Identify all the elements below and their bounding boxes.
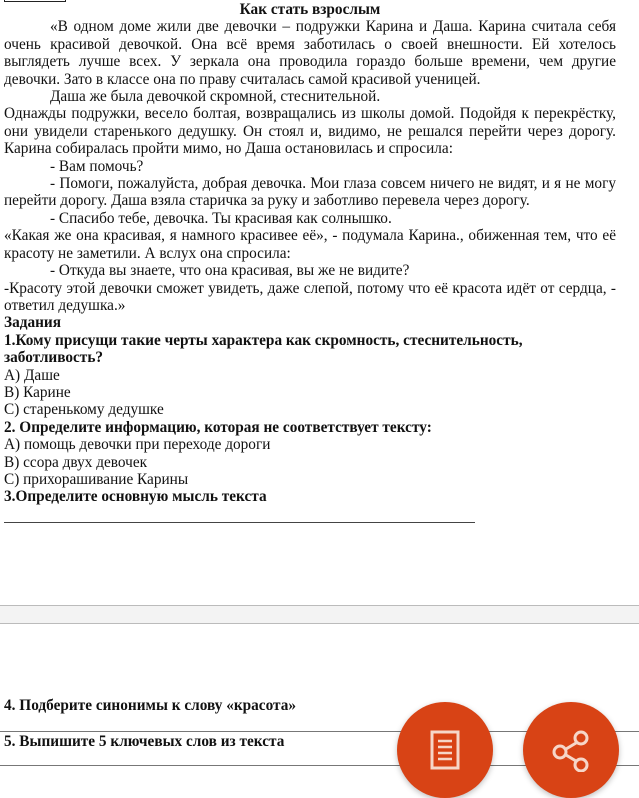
paragraph: - Откуда вы знаете, что она красивая, вы же не видите? <box>50 262 410 280</box>
question-3: 3.Определите основную мысль текста <box>4 488 267 506</box>
q2-option-a: А) помощь девочки при переходе дороги <box>4 436 271 454</box>
paragraph: -Красоту этой девочки сможет увидеть, даже слепой, потому что её красота идёт от сердца, - ответил дедушка.» <box>4 279 616 314</box>
paragraph: Даша же была девочкой скромной, стеснительной. <box>50 88 381 106</box>
tasks-heading: Задания <box>4 314 62 332</box>
paragraph: «Какая же она красивая, я намного красивее её», - подумала Карина., обиженная тем, что её красоту не заметили. А вслух она спросила: <box>4 227 616 262</box>
paragraph: - Спасибо тебе, девочка. Ты красивая как солнышко. <box>50 209 392 227</box>
q2-option-b: В) ссора двух девочек <box>4 453 148 471</box>
document-button[interactable] <box>397 702 493 798</box>
share-icon <box>549 728 593 772</box>
paragraph: «В одном доме жили две девочки – подружки Карина и Даша. Карина считала себя очень красивой девочкой. Она всё время заботилась о своей внешности. Ей хотелось выглядеть лучше всех. У зеркала она проводила гораздо больше времени, чем другие девочки. Зато в классе она по праву считалась самой красивой ученицей. <box>4 18 616 88</box>
q1-option-c: С) старенькому дедушке <box>4 401 164 419</box>
paragraph: - Вам помочь? <box>50 157 144 175</box>
document-icon <box>430 730 460 770</box>
question-5: 5. Выпишите 5 ключевых слов из текста <box>4 733 285 750</box>
page-break <box>0 605 639 624</box>
document-title: Как стать взрослым <box>239 1 381 18</box>
question-1: 1.Кому присущи такие черты характера как скромность, стеснительность, заботливость? <box>4 331 523 367</box>
worksheet-page <box>4 0 616 506</box>
q1-option-a: А) Даше <box>4 366 60 384</box>
paragraph: Однажды подружки, весело болтая, возвращались из школы домой. Подойдя к перекрёстку, они увидели старенького дедушку. Он стоял и, видимо, не решался перейти через дорогу. Карина собиралась пройти мимо, но Даша остановилась и спросила: <box>4 105 616 158</box>
q1-option-b: В) Карине <box>4 383 71 401</box>
q2-option-c: С) прихорашивание Карины <box>4 470 189 488</box>
question-2: 2. Определите информацию, которая не соответствует тексту: <box>4 418 432 436</box>
question-4: 4. Подберите синонимы к слову «красота» <box>4 697 297 714</box>
share-button[interactable] <box>523 702 619 798</box>
answer-line <box>4 522 475 523</box>
paragraph: - Помоги, пожалуйста, добрая девочка. Мои глаза совсем ничего не видят, и я не могу перейти дорогу. Даша взяла старичка за руку и заботливо перевела через дорогу. <box>4 175 616 210</box>
